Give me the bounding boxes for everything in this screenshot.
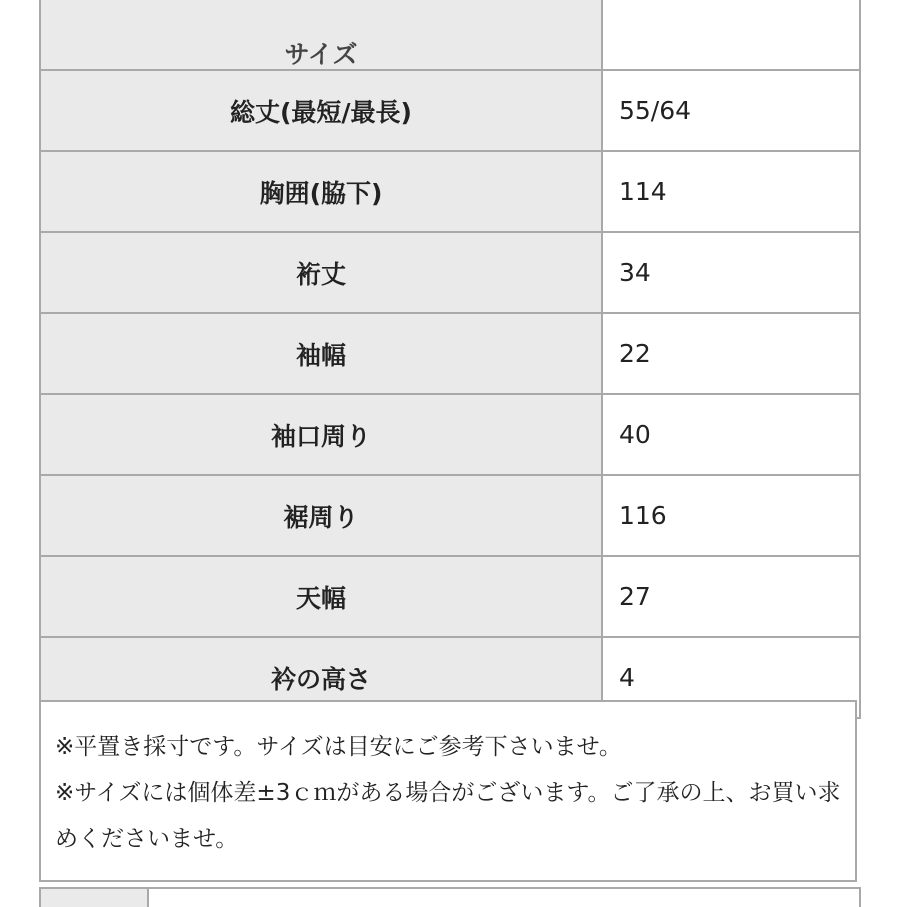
- next-table-label-cell: [41, 889, 149, 907]
- row-label: 袖幅: [40, 313, 602, 394]
- table-row: [40, 0, 860, 70]
- note-text: ※平置き採寸です。サイズは目安にご参考下さいませ。: [55, 734, 622, 760]
- row-label: 裄丈: [40, 232, 602, 313]
- table-row: [40, 70, 860, 151]
- row-value: 55/64: [602, 70, 860, 151]
- next-table-value-cell: [149, 889, 859, 907]
- table-row: [40, 475, 860, 556]
- size-value-cell: [602, 0, 860, 70]
- table-row: [40, 232, 860, 313]
- row-label: 衿の高さ: [40, 637, 602, 718]
- row-value: 34: [602, 232, 860, 313]
- note-text: ※サイズには個体差±3ｃｍがある場合がございます。ご了承の上、お買い求めくださいませ。: [55, 780, 841, 852]
- row-label: 胸囲(脇下): [40, 151, 602, 232]
- table-row: [40, 151, 860, 232]
- row-value: 22: [602, 313, 860, 394]
- row-value: 27: [602, 556, 860, 637]
- row-value: 114: [602, 151, 860, 232]
- row-value: 40: [602, 394, 860, 475]
- row-label: 天幅: [40, 556, 602, 637]
- table-row: [40, 313, 860, 394]
- row-value: 4: [602, 637, 860, 718]
- next-table-partial: [39, 887, 861, 907]
- table-row: [40, 556, 860, 637]
- table-row: [40, 394, 860, 475]
- size-table: [39, 0, 861, 719]
- size-table-container: [39, 0, 861, 719]
- row-label: 裾周り: [40, 475, 602, 556]
- size-label-partial: サイズ: [284, 40, 358, 69]
- size-label-cell: [40, 0, 602, 70]
- row-label: 袖口周り: [40, 394, 602, 475]
- row-label: 総丈(最短/最長): [40, 70, 602, 151]
- measurement-notes: [39, 700, 857, 882]
- row-value: 116: [602, 475, 860, 556]
